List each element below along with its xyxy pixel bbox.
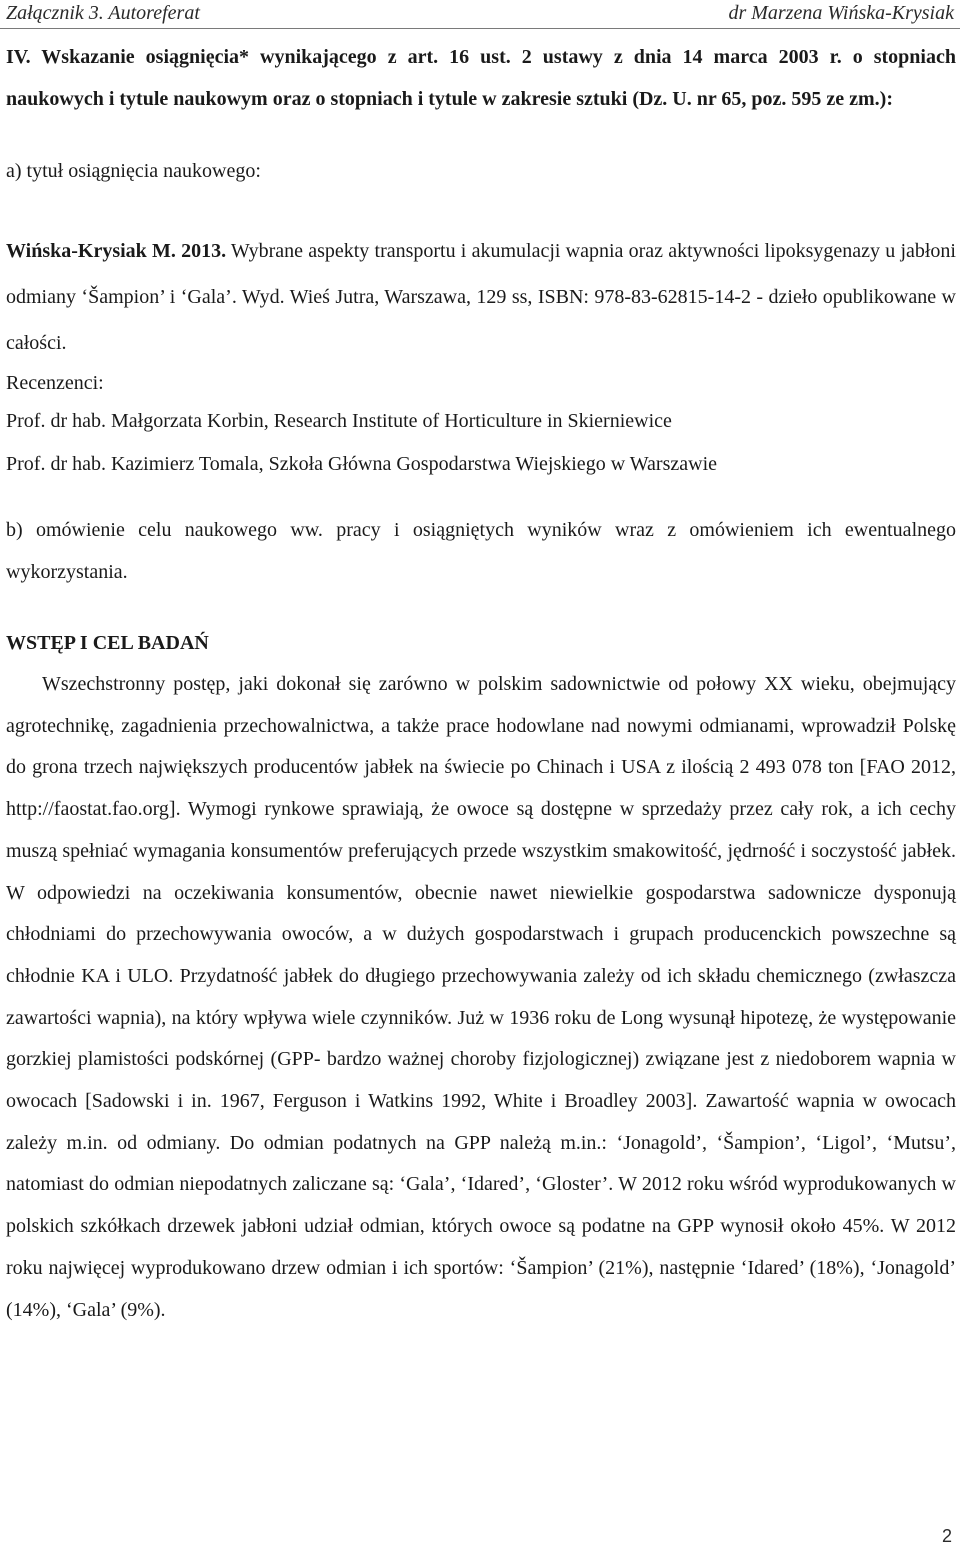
subheading-a: a) tytuł osiągnięcia naukowego:	[6, 160, 261, 182]
running-header-left: Załącznik 3. Autoreferat	[6, 2, 200, 24]
reviewer-2: Prof. dr hab. Kazimierz Tomala, Szkoła Główna Gospodarstwa Wiejskiego w Warszawie	[6, 453, 717, 475]
header-rule	[0, 28, 960, 29]
citation-author: Wińska-Krysiak M. 2013.	[6, 240, 227, 262]
reviewer-1: Prof. dr hab. Małgorzata Korbin, Research Institute of Horticulture in Skierniewice	[6, 410, 672, 432]
subheading-b: b) omówienie celu naukowego ww. pracy i osiągniętych wyników wraz z omówieniem ich ewentualnego wykorzystania.	[6, 519, 956, 583]
reviewers-label: Recenzenci:	[6, 372, 104, 394]
citation	[6, 228, 956, 366]
running-header-right: dr Marzena Wińska-Krysiak	[728, 2, 954, 24]
page-number: 2	[941, 1526, 952, 1546]
intro-heading: WSTĘP I CEL BADAŃ	[6, 632, 209, 654]
intro-paragraph: Wszechstronny postęp, jaki dokonał się zarówno w polskim sadownictwie od połowy XX wieku, obejmujący agrotechnikę, zagadnienia przechowalnictwa, a także prace hodowlane nad nowymi odmianami, wprowadził Polskę do grona trzech największych producentów jabłek na świecie po Chinach i USA z ilością 2 493 078 ton [FAO 2012, http://faostat.fao.org]. Wymogi rynkowe sprawiają, że owoce są dostępne w sprzedaży przez cały rok, a ich cechy muszą spełniać wymagania konsumentów preferujących przede wszystkim smakowitość, jędrność i soczystość jabłek. W odpowiedzi na oczekiwania konsumentów, obecnie nawet niewielkie gospodarstwa sadownicze dysponują chłodniami do przechowywania owoców, a w dużych gospodarstwach i grupach producenckich powszechne są chłodnie KA i ULO. Przydatność jabłek do długiego przechowywania zależy od ich składu chemicznego (zwłaszcza zawartości wapnia), na który wpływa wiele czynników. Już w 1936 roku de Long wysunął hipotezę, że występowanie gorzkiej plamistości podskórnej (GPP- bardzo ważnej choroby fizjologicznej) związane jest z niedoborem wapnia w owocach [Sadowski i in. 1967, Ferguson i Watkins 1992, White i Broadley 2003]. Zawartość wapnia w owocach zależy m.in. od odmiany. Do odmian podatnych na GPP należą m.in.: ‘Jonagold’, ‘Šampion’, ‘Ligol’, ‘Mutsu’, natomiast do odmian niepodatnych zaliczane są: ‘Gala’, ‘Idared’, ‘Gloster’. W 2012 roku wśród wyprodukowanych w polskich szkółkach drzewek jabłoni udział odmian, których owoce są podatne na GPP wynosił około 45%. W 2012 roku najwięcej wyprodukowano drzew odmian i ich sportów: ‘Šampion’ (21%), następnie ‘Idared’ (18%), ‘Jonagold’ (14%), ‘Gala’ (9%).	[6, 673, 956, 1321]
section-title: IV. Wskazanie osiągnięcia* wynikającego z art. 16 ust. 2 ustawy z dnia 14 marca 2003 r. o stopniach naukowych i tytule naukowym oraz o stopniach i tytule w zakresie sztuki (Dz. U. nr 65, poz. 595 ze zm.):	[6, 46, 956, 110]
citation-text: Wybrane aspekty transportu i akumulacji wapnia oraz aktywności lipoksygenazy u jabłoni odmiany ‘Šampion’ i ‘Gala’. Wyd. Wieś Jutra, Warszawa, 129 ss, ISBN: 978-83-62815-14-2 - dzieło opublikowane w całości.	[6, 240, 956, 354]
